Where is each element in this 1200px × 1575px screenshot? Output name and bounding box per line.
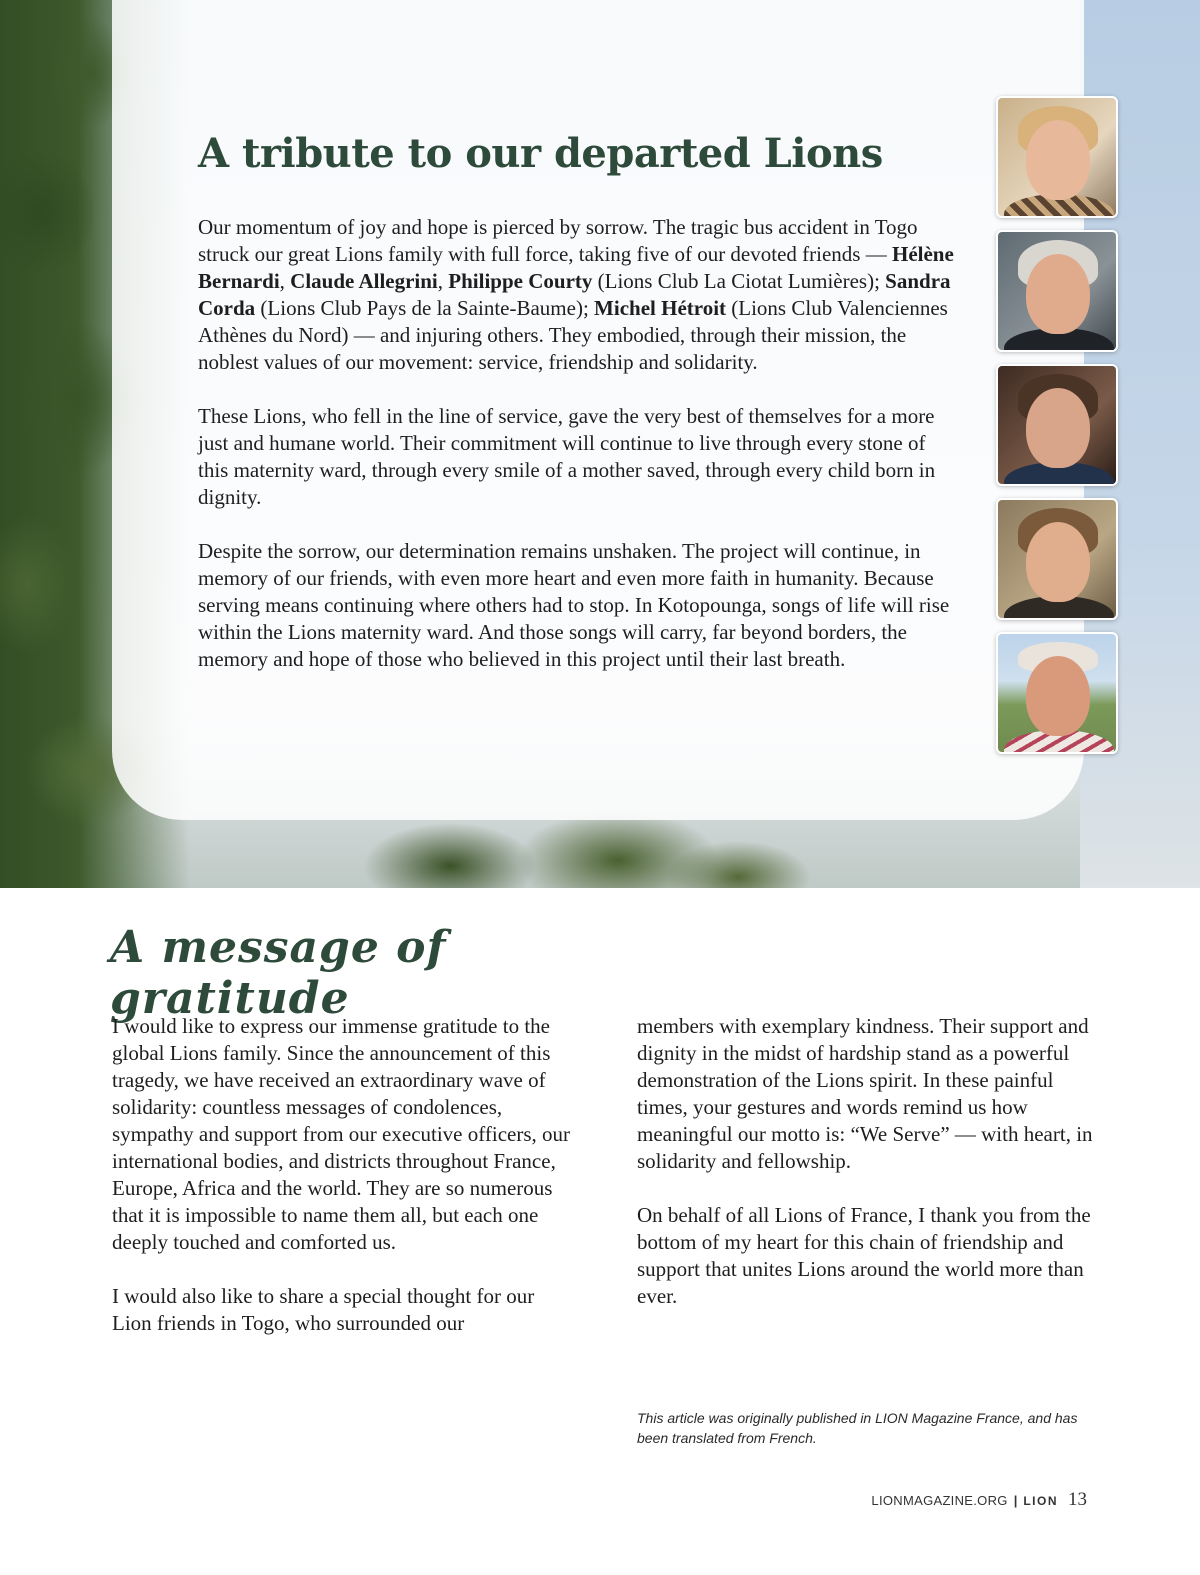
page-footer xyxy=(871,1489,1087,1511)
tribute-title: A tribute to our departed Lions xyxy=(198,130,883,177)
footer-site-link[interactable]: LIONMAGAZINE.ORG xyxy=(871,1493,1008,1508)
portrait-photo xyxy=(996,96,1118,218)
portrait-column xyxy=(996,96,1120,766)
portrait-face xyxy=(1026,656,1090,736)
text-run: (Lions Club Pays de la Sainte-Baume); xyxy=(255,296,595,320)
gratitude-paragraph: I would also like to share a special thought for our Lion friends in Togo, who surrounded our xyxy=(112,1284,535,1335)
name-bold: Hélène Bernardi xyxy=(198,242,954,293)
tribute-paragraph-3: Despite the sorrow, our determination remains unshaken. The project will continue, in memory of our friends, with even more heart and even more faith in humanity. Because serving means continuing where others had to stop. In Kotopounga, songs of life will rise within the Lions maternity ward. And those songs will carry, far beyond borders, the memory and hope of those who believed in this project until their last breath. xyxy=(198,539,950,671)
tribute-paragraph-2: These Lions, who fell in the line of service, gave the very best of themselves for a more just and humane world. Their commitment will continue to live through every stone of this maternity ward, through every smile of a mother saved, through every child born in dignity. xyxy=(198,404,936,509)
name-bold: Sandra Corda xyxy=(198,269,951,320)
tribute-body xyxy=(198,214,958,700)
name-bold: Claude Allegrini xyxy=(290,269,438,293)
name-bold: Michel Hétroit xyxy=(594,296,727,320)
portrait-photo xyxy=(996,498,1118,620)
page-number: 13 xyxy=(1068,1489,1087,1510)
gratitude-column-left xyxy=(112,1013,572,1364)
tribute-paragraph-1 xyxy=(198,214,958,376)
text-run: (Lions Club La Ciotat Lumières); xyxy=(592,269,886,293)
text-run: , xyxy=(437,269,449,293)
gratitude-paragraph: On behalf of all Lions of France, I thank you from the bottom of my heart for this chain of friendship and support that unites Lions around the world more than ever. xyxy=(637,1203,1091,1308)
portrait-photo xyxy=(996,364,1118,486)
text-run: (Lions Club Valenciennes Athènes du Nord) — and injuring others. They embodied, through their mission, the noblest values of our movement: service, friendship and solidarity. xyxy=(198,296,948,374)
gratitude-paragraph: I would like to express our immense gratitude to the global Lions family. Since the announcement of this tragedy, we have received an extraordinary wave of solidarity: countless messages of condolences, sympathy and support from our executive officers, our international bodies, and districts throughout France, Europe, Africa and the world. They are so numerous that it is impossible to name them all, but each one deeply touched and comforted us. xyxy=(112,1014,570,1254)
gratitude-paragraph: members with exemplary kindness. Their support and dignity in the midst of hardship stand as a powerful demonstration of the Lions spirit. In these painful times, your gestures and words remind us how meaningful our motto is: “We Serve” — with heart, in solidarity and fellowship. xyxy=(637,1014,1093,1173)
portrait-face xyxy=(1026,388,1090,468)
translation-footnote: This article was originally published in LION Magazine France, and has been translated from French. xyxy=(637,1410,1078,1446)
text-run: Our momentum of joy and hope is pierced by sorrow. The tragic bus accident in Togo struck our great Lions family with full force, taking five of our devoted friends — xyxy=(198,215,918,266)
portrait-face xyxy=(1026,254,1090,334)
name-bold: Philippe Courty xyxy=(448,269,593,293)
gratitude-column-right xyxy=(637,1013,1097,1337)
footer-brand: LION xyxy=(1023,1494,1058,1508)
portrait-face xyxy=(1026,522,1090,602)
text-run: , xyxy=(279,269,291,293)
portrait-face xyxy=(1026,120,1090,200)
gratitude-title: A message of gratitude xyxy=(110,922,447,1024)
portrait-photo xyxy=(996,632,1118,754)
portrait-photo xyxy=(996,230,1118,352)
footer-separator: | xyxy=(1013,1493,1018,1508)
